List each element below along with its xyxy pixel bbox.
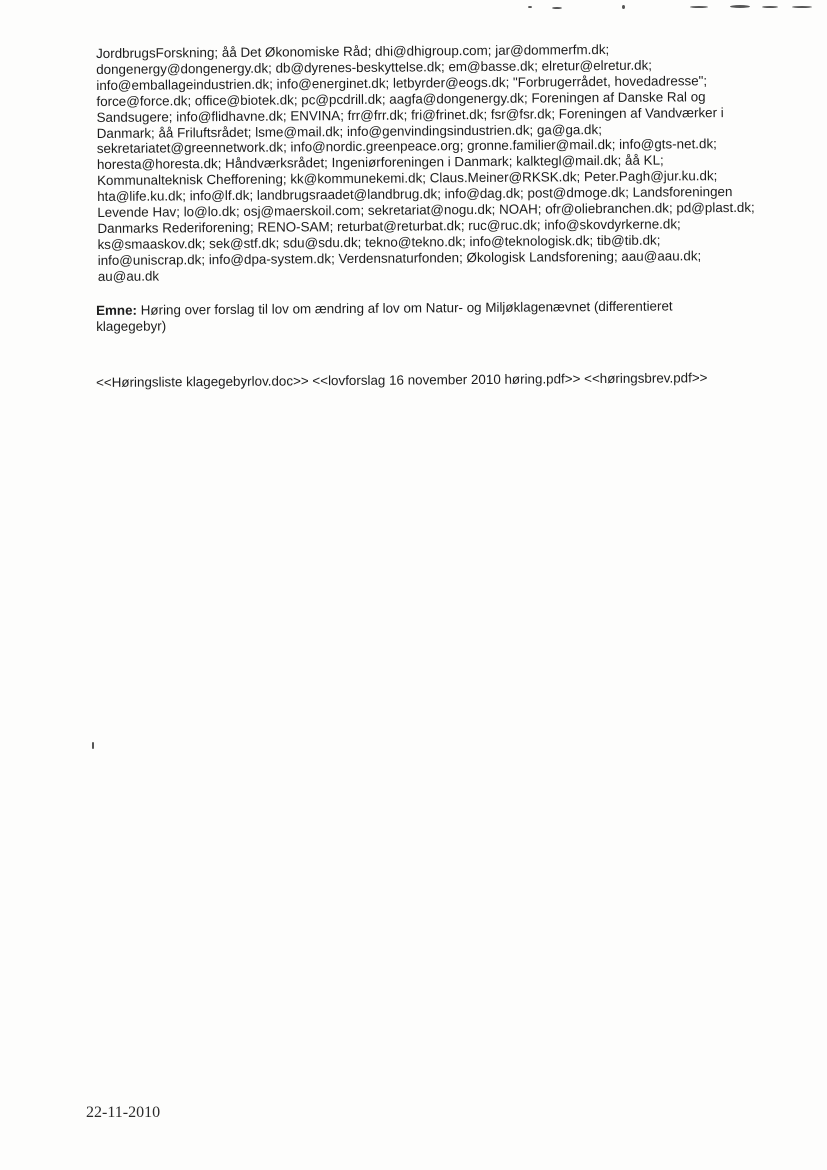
scan-speck (792, 6, 812, 8)
scan-speck (552, 7, 562, 9)
scan-artifacts-top (500, 0, 827, 14)
subject-text: Høring over forslag til lov om ændring af lov om Natur- og Miljøklagenævnet (differentieret klagegebyr) (96, 298, 673, 334)
subject-label: Emne: (96, 302, 138, 318)
email-attachments: <<Høringsliste klagegebyrlov.doc>> <<lovforslag 16 november 2010 høring.pdf>> <<høringsbrev.pdf>> (96, 370, 708, 390)
scan-speck (528, 6, 532, 8)
footer-date: 22-11-2010 (86, 1104, 161, 1121)
email-subject (96, 298, 736, 335)
email-recipients-list: JordbrugsForskning; åå Det Økonomiske Råd; dhi@dhigroup.com; jar@dommerfm.dk; dongenergy@dongenergy.dk; db@dyrenes-beskyttelse.dk; em@basse.dk; elretur@elretur.dk; info@emballageindustrien.dk; info@energinet.dk; letbyrder@eogs.dk; "Forbrugerrådet, hovedadresse"; force@force.dk; office@biotek.dk; pc@pcdrill.dk; aagfa@dongenergy.dk; Foreningen af Danske Ral og Sandsugere; info@flidhavne.dk; ENVINA; frr@frr.dk; fri@frinet.dk; fsr@fsr.dk; Foreningen af Vandværker i Danmark; åå Friluftsrådet; lsme@mail.dk; info@genvindingsindustrien.dk; ga@ga.dk; sekretariatet@greennetwork.dk; info@nordic.greenpeace.org; gronne.familier@mail.dk; info@gts-net.dk; horesta@horesta.dk; Håndværksrådet; Ingeniørforeningen i Danmark; kalktegl@mail.dk; åå KL; Kommunalteknisk Chefforening; kk@kommunekemi.dk; Claus.Meiner@RKSK.dk; Peter.Pagh@jur.ku.dk; hta@life.ku.dk; info@lf.dk; landbrugsraadet@landbrug.dk; info@dag.dk; post@dmoge.dk; Landsforeningen Levende Hav; lo@lo.dk; osj@maerskoil.com; sekretariat@nogu.dk; NOAH; ofr@oliebranchen.dk; pd@plast.dk; Danmarks Rederiforening; RENO-SAM; returbat@returbat.dk; ruc@ruc.dk; info@skovdyrkerne.dk; ks@smaaskov.dk; sek@stf.dk; sdu@sdu.dk; tekno@tekno.dk; info@teknologisk.dk; tib@tib.dk; info@uniscrap.dk; info@dpa-system.dk; Verdensnaturfonden; Økologisk Landsforening; aau@aau.dk; au@au.dk (96, 41, 755, 284)
scan-speck (690, 6, 708, 8)
scan-speck (622, 5, 625, 9)
scan-speck (92, 742, 94, 749)
scan-speck (730, 5, 750, 8)
scan-speck (762, 6, 778, 8)
